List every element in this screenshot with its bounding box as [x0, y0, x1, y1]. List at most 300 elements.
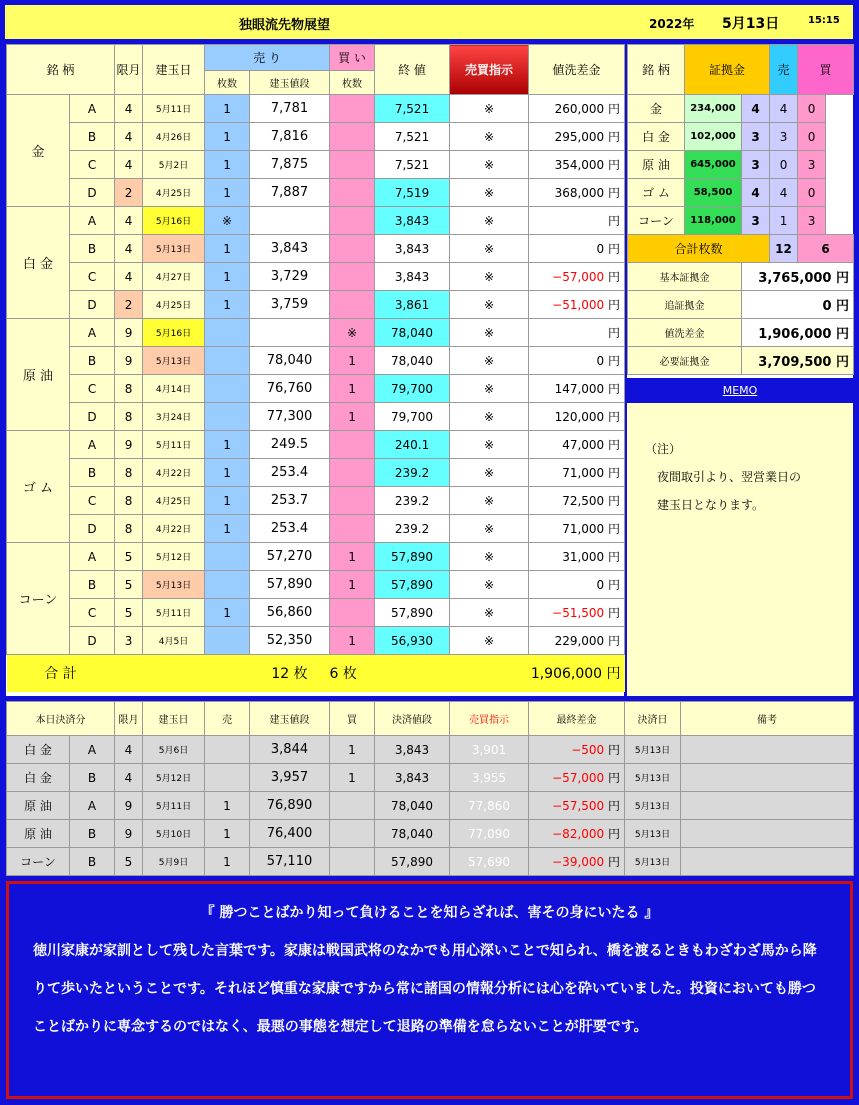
margin-value: 58,500 — [685, 179, 742, 207]
row-date: 4月25日 — [143, 291, 205, 319]
row-sell-qty[interactable]: 1 — [205, 459, 250, 487]
row-price[interactable]: 57,890 — [250, 571, 330, 599]
row-label: D — [70, 515, 115, 543]
margin-table — [627, 44, 854, 375]
settled-sdate: 5月13日 — [625, 792, 681, 820]
row-diff — [529, 347, 625, 375]
margin-buy: 3 — [798, 207, 826, 235]
row-price[interactable]: 7,887 — [250, 179, 330, 207]
group-name: 金 — [7, 95, 70, 207]
row-month: 5 — [115, 543, 143, 571]
row-buy-qty[interactable] — [330, 179, 375, 207]
margin-buy: 0 — [798, 123, 826, 151]
row-diff — [529, 627, 625, 655]
row-sell-qty[interactable]: 1 — [205, 599, 250, 627]
row-diff-value: 72,500 — [562, 494, 605, 508]
yen-unit: 円 — [608, 522, 621, 536]
yen-unit: 円 — [607, 827, 620, 841]
memo-header[interactable] — [627, 380, 853, 401]
table-row — [7, 375, 625, 403]
row-close: 3,843 — [375, 235, 450, 263]
row-instr: ※ — [450, 347, 529, 375]
row-date: 4月14日 — [143, 375, 205, 403]
quote-box — [6, 881, 853, 1099]
settled-label: B — [70, 820, 115, 848]
total-buy: 6 枚 — [330, 655, 450, 692]
settled-col-header: 本日決済分 — [7, 702, 115, 736]
row-diff — [529, 235, 625, 263]
settled-col-header: 買 — [330, 702, 375, 736]
settled-col-header: 備考 — [681, 702, 854, 736]
settled-diff — [529, 792, 625, 820]
row-sell-qty[interactable]: 1 — [205, 95, 250, 123]
title-bar — [5, 5, 853, 39]
row-close: 57,890 — [375, 571, 450, 599]
summary-value — [742, 263, 854, 291]
row-sell-qty[interactable]: 1 — [205, 487, 250, 515]
summary-value-text: 0 — [822, 299, 837, 314]
row-buy-qty[interactable] — [330, 515, 375, 543]
margin-count: 4 — [742, 179, 770, 207]
row-price[interactable]: 7,781 — [250, 95, 330, 123]
yen-unit: 円 — [608, 326, 621, 340]
row-sell-qty[interactable] — [205, 403, 250, 431]
col-owarine: 終 値 — [375, 45, 450, 95]
row-buy-qty[interactable] — [330, 431, 375, 459]
summary-row — [628, 319, 854, 347]
settled-row — [7, 820, 854, 848]
row-close: 7,521 — [375, 95, 450, 123]
col-meigara: 銘 柄 — [7, 45, 115, 95]
settled-price: 3,957 — [250, 764, 330, 792]
yen-unit: 円 — [608, 438, 621, 452]
settled-col-header: 売 — [205, 702, 250, 736]
summary-row — [628, 291, 854, 319]
row-price[interactable]: 7,875 — [250, 151, 330, 179]
settled-settle: 78,040 — [375, 792, 450, 820]
margin-count: 3 — [742, 151, 770, 179]
row-sell-qty[interactable] — [205, 543, 250, 571]
row-month: 9 — [115, 347, 143, 375]
row-close: 57,890 — [375, 599, 450, 627]
row-buy-qty[interactable] — [330, 207, 375, 235]
row-buy-qty[interactable]: 1 — [330, 375, 375, 403]
settled-settle: 3,843 — [375, 764, 450, 792]
col-buy-qty: 枚数 — [330, 71, 375, 95]
settled-diff-value: −57,500 — [552, 799, 608, 813]
margin-buy: 0 — [798, 95, 826, 123]
settled-row — [7, 792, 854, 820]
settled-header-row — [7, 702, 854, 736]
row-close: 3,843 — [375, 207, 450, 235]
row-sell-qty[interactable] — [205, 571, 250, 599]
settled-col-header: 建玉値段 — [250, 702, 330, 736]
row-sell-qty[interactable]: 1 — [205, 151, 250, 179]
row-diff-value: 47,000 — [562, 438, 605, 452]
row-diff — [529, 151, 625, 179]
row-buy-qty[interactable] — [330, 291, 375, 319]
settled-instr: 77,860 — [450, 792, 529, 820]
positions-table — [6, 44, 625, 692]
settled-diff-value: −39,000 — [552, 855, 608, 869]
row-sell-qty[interactable] — [205, 627, 250, 655]
summary-value — [742, 347, 854, 375]
row-price[interactable]: 253.7 — [250, 487, 330, 515]
table-row — [7, 207, 625, 235]
row-label: C — [70, 487, 115, 515]
row-diff-value: 295,000 — [554, 130, 605, 144]
margin-row — [628, 207, 854, 235]
table-row — [7, 459, 625, 487]
row-month: 8 — [115, 459, 143, 487]
settled-note[interactable] — [681, 848, 854, 876]
table-row — [7, 179, 625, 207]
row-close: 7,521 — [375, 123, 450, 151]
row-price[interactable]: 3,843 — [250, 235, 330, 263]
margin-row — [628, 123, 854, 151]
row-sell-qty[interactable]: 1 — [205, 263, 250, 291]
table-row — [7, 571, 625, 599]
row-sell-qty[interactable] — [205, 319, 250, 347]
row-month: 8 — [115, 403, 143, 431]
row-diff-value: 31,000 — [562, 550, 605, 564]
margin-sell: 4 — [770, 179, 798, 207]
yen-unit: 円 — [607, 743, 620, 757]
row-diff — [529, 459, 625, 487]
row-month: 5 — [115, 599, 143, 627]
row-label: D — [70, 627, 115, 655]
row-month: 3 — [115, 627, 143, 655]
row-month: 9 — [115, 431, 143, 459]
row-instr: ※ — [450, 431, 529, 459]
row-diff — [529, 431, 625, 459]
summary-label: 値洗差金 — [628, 319, 742, 347]
count-buy: 6 — [798, 235, 854, 263]
group-name: ゴ ム — [7, 431, 70, 543]
row-instr: ※ — [450, 571, 529, 599]
row-label: A — [70, 431, 115, 459]
table-row — [7, 487, 625, 515]
row-sell-qty[interactable]: 1 — [205, 179, 250, 207]
summary-value-text: 1,906,000 — [758, 327, 837, 342]
table-row — [7, 95, 625, 123]
row-month: 2 — [115, 179, 143, 207]
row-date: 5月16日 — [143, 319, 205, 347]
row-price[interactable]: 253.4 — [250, 515, 330, 543]
row-close: 240.1 — [375, 431, 450, 459]
row-diff — [529, 179, 625, 207]
row-month: 9 — [115, 319, 143, 347]
settled-sell: 1 — [205, 848, 250, 876]
yen-unit: 円 — [608, 270, 621, 284]
row-price[interactable]: 253.4 — [250, 459, 330, 487]
row-close: 239.2 — [375, 487, 450, 515]
baibai-shiji-button[interactable]: 売買指示 — [450, 45, 529, 95]
row-buy-qty[interactable]: 1 — [330, 347, 375, 375]
settled-note[interactable] — [681, 764, 854, 792]
margin-count: 4 — [742, 95, 770, 123]
yen-unit: 円 — [608, 214, 621, 228]
row-close: 3,861 — [375, 291, 450, 319]
count-sell: 12 — [770, 235, 798, 263]
col-kai: 買 い — [330, 45, 375, 71]
summary-label: 必要証拠金 — [628, 347, 742, 375]
page-title: 独眼流先物展望 — [239, 18, 331, 33]
margin-sell: 0 — [770, 151, 798, 179]
settled-col-header: 売買指示 — [450, 702, 529, 736]
settled-instr: 57,690 — [450, 848, 529, 876]
settled-note[interactable] — [681, 736, 854, 764]
yen-unit: 円 — [608, 634, 621, 648]
settled-diff-value: −57,000 — [552, 771, 608, 785]
margin-panel — [627, 44, 853, 378]
row-instr: ※ — [450, 599, 529, 627]
settled-name: 白 金 — [7, 764, 70, 792]
row-diff — [529, 95, 625, 123]
settled-panel — [6, 701, 853, 875]
settled-date: 5月10日 — [143, 820, 205, 848]
table-row — [7, 123, 625, 151]
row-diff — [529, 487, 625, 515]
settled-sdate: 5月13日 — [625, 820, 681, 848]
yen-unit: 円 — [608, 606, 621, 620]
settled-name: 原 油 — [7, 820, 70, 848]
row-diff-value: 0 — [596, 578, 605, 592]
row-diff — [529, 543, 625, 571]
year-label: 2022年 — [649, 17, 695, 31]
yen-unit: 円 — [608, 410, 621, 424]
row-buy-qty[interactable] — [330, 459, 375, 487]
row-buy-qty[interactable] — [330, 151, 375, 179]
row-buy-qty[interactable] — [330, 95, 375, 123]
row-diff — [529, 291, 625, 319]
row-month: 2 — [115, 291, 143, 319]
summary-value — [742, 291, 854, 319]
row-buy-qty[interactable]: ※ — [330, 319, 375, 347]
row-diff-value: 71,000 — [562, 466, 605, 480]
row-instr: ※ — [450, 375, 529, 403]
col-gengetsu: 限月 — [115, 45, 143, 95]
row-price[interactable]: 52,350 — [250, 627, 330, 655]
row-buy-qty[interactable]: 1 — [330, 543, 375, 571]
row-diff-value: 229,000 — [554, 634, 605, 648]
row-price[interactable]: 249.5 — [250, 431, 330, 459]
settled-instr: 3,955 — [450, 764, 529, 792]
row-instr: ※ — [450, 95, 529, 123]
row-sell-qty[interactable]: 1 — [205, 235, 250, 263]
summary-row — [628, 347, 854, 375]
row-diff-value: 0 — [596, 354, 605, 368]
row-sell-qty[interactable]: 1 — [205, 291, 250, 319]
settled-month: 4 — [115, 736, 143, 764]
row-instr: ※ — [450, 291, 529, 319]
row-close: 3,843 — [375, 263, 450, 291]
settled-settle: 57,890 — [375, 848, 450, 876]
total-row — [7, 655, 625, 692]
row-buy-qty[interactable] — [330, 487, 375, 515]
row-label: A — [70, 207, 115, 235]
settled-settle: 78,040 — [375, 820, 450, 848]
yen-unit: 円 — [608, 382, 621, 396]
row-date: 4月26日 — [143, 123, 205, 151]
margin-name: 金 — [628, 95, 685, 123]
group-name: 原 油 — [7, 319, 70, 431]
row-price[interactable] — [250, 319, 330, 347]
table-row — [7, 627, 625, 655]
row-price[interactable]: 76,760 — [250, 375, 330, 403]
settled-instr: 77,090 — [450, 820, 529, 848]
row-instr: ※ — [450, 319, 529, 347]
row-date: 4月25日 — [143, 487, 205, 515]
row-diff — [529, 207, 625, 235]
settled-note[interactable] — [681, 820, 854, 848]
row-price[interactable]: 3,759 — [250, 291, 330, 319]
settled-month: 4 — [115, 764, 143, 792]
row-price[interactable] — [250, 207, 330, 235]
row-date: 5月13日 — [143, 235, 205, 263]
settled-price: 3,844 — [250, 736, 330, 764]
settled-date: 5月11日 — [143, 792, 205, 820]
row-diff-value: 0 — [596, 242, 605, 256]
row-date: 4月5日 — [143, 627, 205, 655]
settled-label: B — [70, 764, 115, 792]
row-date: 5月11日 — [143, 95, 205, 123]
settled-date: 5月6日 — [143, 736, 205, 764]
yen-unit: 円 — [608, 102, 621, 116]
count-row — [628, 235, 854, 263]
table-row — [7, 263, 625, 291]
settled-buy — [330, 848, 375, 876]
summary-value-text: 3,709,500 — [758, 355, 837, 370]
row-label: B — [70, 571, 115, 599]
row-label: B — [70, 235, 115, 263]
settled-instr: 3,901 — [450, 736, 529, 764]
col-kai-right: 買 — [798, 45, 854, 95]
row-diff-value: 147,000 — [554, 382, 605, 396]
row-date: 4月22日 — [143, 515, 205, 543]
row-price[interactable]: 78,040 — [250, 347, 330, 375]
memo-link[interactable]: MEMO — [722, 384, 758, 397]
row-instr: ※ — [450, 515, 529, 543]
yen-unit: 円 — [608, 158, 621, 172]
row-month: 8 — [115, 375, 143, 403]
row-buy-qty[interactable] — [330, 123, 375, 151]
settled-buy — [330, 820, 375, 848]
row-buy-qty[interactable] — [330, 599, 375, 627]
row-close: 7,519 — [375, 179, 450, 207]
settled-price: 76,400 — [250, 820, 330, 848]
settled-note[interactable] — [681, 792, 854, 820]
settled-price: 76,890 — [250, 792, 330, 820]
col-shokokin: 証拠金 — [685, 45, 770, 95]
row-date: 4月22日 — [143, 459, 205, 487]
settled-sell — [205, 736, 250, 764]
row-sell-qty[interactable]: 1 — [205, 431, 250, 459]
settled-label: A — [70, 792, 115, 820]
row-sell-qty[interactable]: 1 — [205, 515, 250, 543]
settled-diff-value: −82,000 — [552, 827, 608, 841]
row-instr: ※ — [450, 235, 529, 263]
row-diff-value: 354,000 — [554, 158, 605, 172]
row-label: D — [70, 403, 115, 431]
row-sell-qty[interactable]: ※ — [205, 207, 250, 235]
row-buy-qty[interactable]: 1 — [330, 627, 375, 655]
total-label: 合 計 — [7, 655, 115, 692]
settled-settle: 3,843 — [375, 736, 450, 764]
row-price[interactable]: 56,860 — [250, 599, 330, 627]
margin-value: 234,000 — [685, 95, 742, 123]
row-label: B — [70, 123, 115, 151]
row-close: 7,521 — [375, 151, 450, 179]
yen-unit: 円 — [608, 242, 621, 256]
settled-col-header: 決済日 — [625, 702, 681, 736]
row-close: 239.2 — [375, 459, 450, 487]
row-diff — [529, 403, 625, 431]
margin-value: 102,000 — [685, 123, 742, 151]
row-price[interactable]: 57,270 — [250, 543, 330, 571]
row-diff — [529, 375, 625, 403]
row-diff — [529, 571, 625, 599]
settled-month: 5 — [115, 848, 143, 876]
margin-row — [628, 151, 854, 179]
row-diff-value: 260,000 — [554, 102, 605, 116]
row-month: 4 — [115, 123, 143, 151]
yen-unit: 円 — [608, 298, 621, 312]
row-label: D — [70, 291, 115, 319]
row-label: D — [70, 179, 115, 207]
settled-diff — [529, 820, 625, 848]
row-instr: ※ — [450, 207, 529, 235]
group-name: コーン — [7, 543, 70, 655]
settled-label: B — [70, 848, 115, 876]
row-price[interactable]: 77,300 — [250, 403, 330, 431]
table-header-row — [7, 45, 625, 71]
row-diff-value: 120,000 — [554, 410, 605, 424]
row-buy-qty[interactable]: 1 — [330, 403, 375, 431]
margin-count: 3 — [742, 207, 770, 235]
row-sell-qty[interactable]: 1 — [205, 123, 250, 151]
row-buy-qty[interactable] — [330, 235, 375, 263]
row-price[interactable]: 3,729 — [250, 263, 330, 291]
row-date: 5月16日 — [143, 207, 205, 235]
summary-value — [742, 319, 854, 347]
row-sell-qty[interactable] — [205, 347, 250, 375]
settled-date: 5月9日 — [143, 848, 205, 876]
row-diff-value: 368,000 — [554, 186, 605, 200]
quote-body: 徳川家康が家訓として残した言葉です。家康は戦国武将のなかでも用心深いことで知られ、橋を渡るときもわざわざ馬から降りて歩いたということです。それほど慎重な家康ですから常に諸国の情報分析には心を砕いていました。投資においても勝つことばかりに専念するのではなく、最悪の事態を想定して退路の準備を怠らないことが肝要です。 — [33, 943, 817, 1035]
row-date: 5月11日 — [143, 431, 205, 459]
row-price[interactable]: 7,816 — [250, 123, 330, 151]
summary-label: 追証拠金 — [628, 291, 742, 319]
yen-unit: 円 — [608, 130, 621, 144]
row-buy-qty[interactable] — [330, 263, 375, 291]
table-row — [7, 319, 625, 347]
row-instr: ※ — [450, 403, 529, 431]
row-date: 5月2日 — [143, 151, 205, 179]
margin-name: 白 金 — [628, 123, 685, 151]
row-instr: ※ — [450, 627, 529, 655]
row-diff-value: −51,500 — [552, 606, 605, 620]
memo-line: 建玉日となります。 — [645, 498, 765, 512]
row-instr: ※ — [450, 151, 529, 179]
row-month: 4 — [115, 95, 143, 123]
row-sell-qty[interactable] — [205, 375, 250, 403]
settled-name: 白 金 — [7, 736, 70, 764]
margin-row — [628, 95, 854, 123]
row-month: 4 — [115, 235, 143, 263]
row-buy-qty[interactable]: 1 — [330, 571, 375, 599]
yen-unit: 円 — [836, 299, 850, 314]
